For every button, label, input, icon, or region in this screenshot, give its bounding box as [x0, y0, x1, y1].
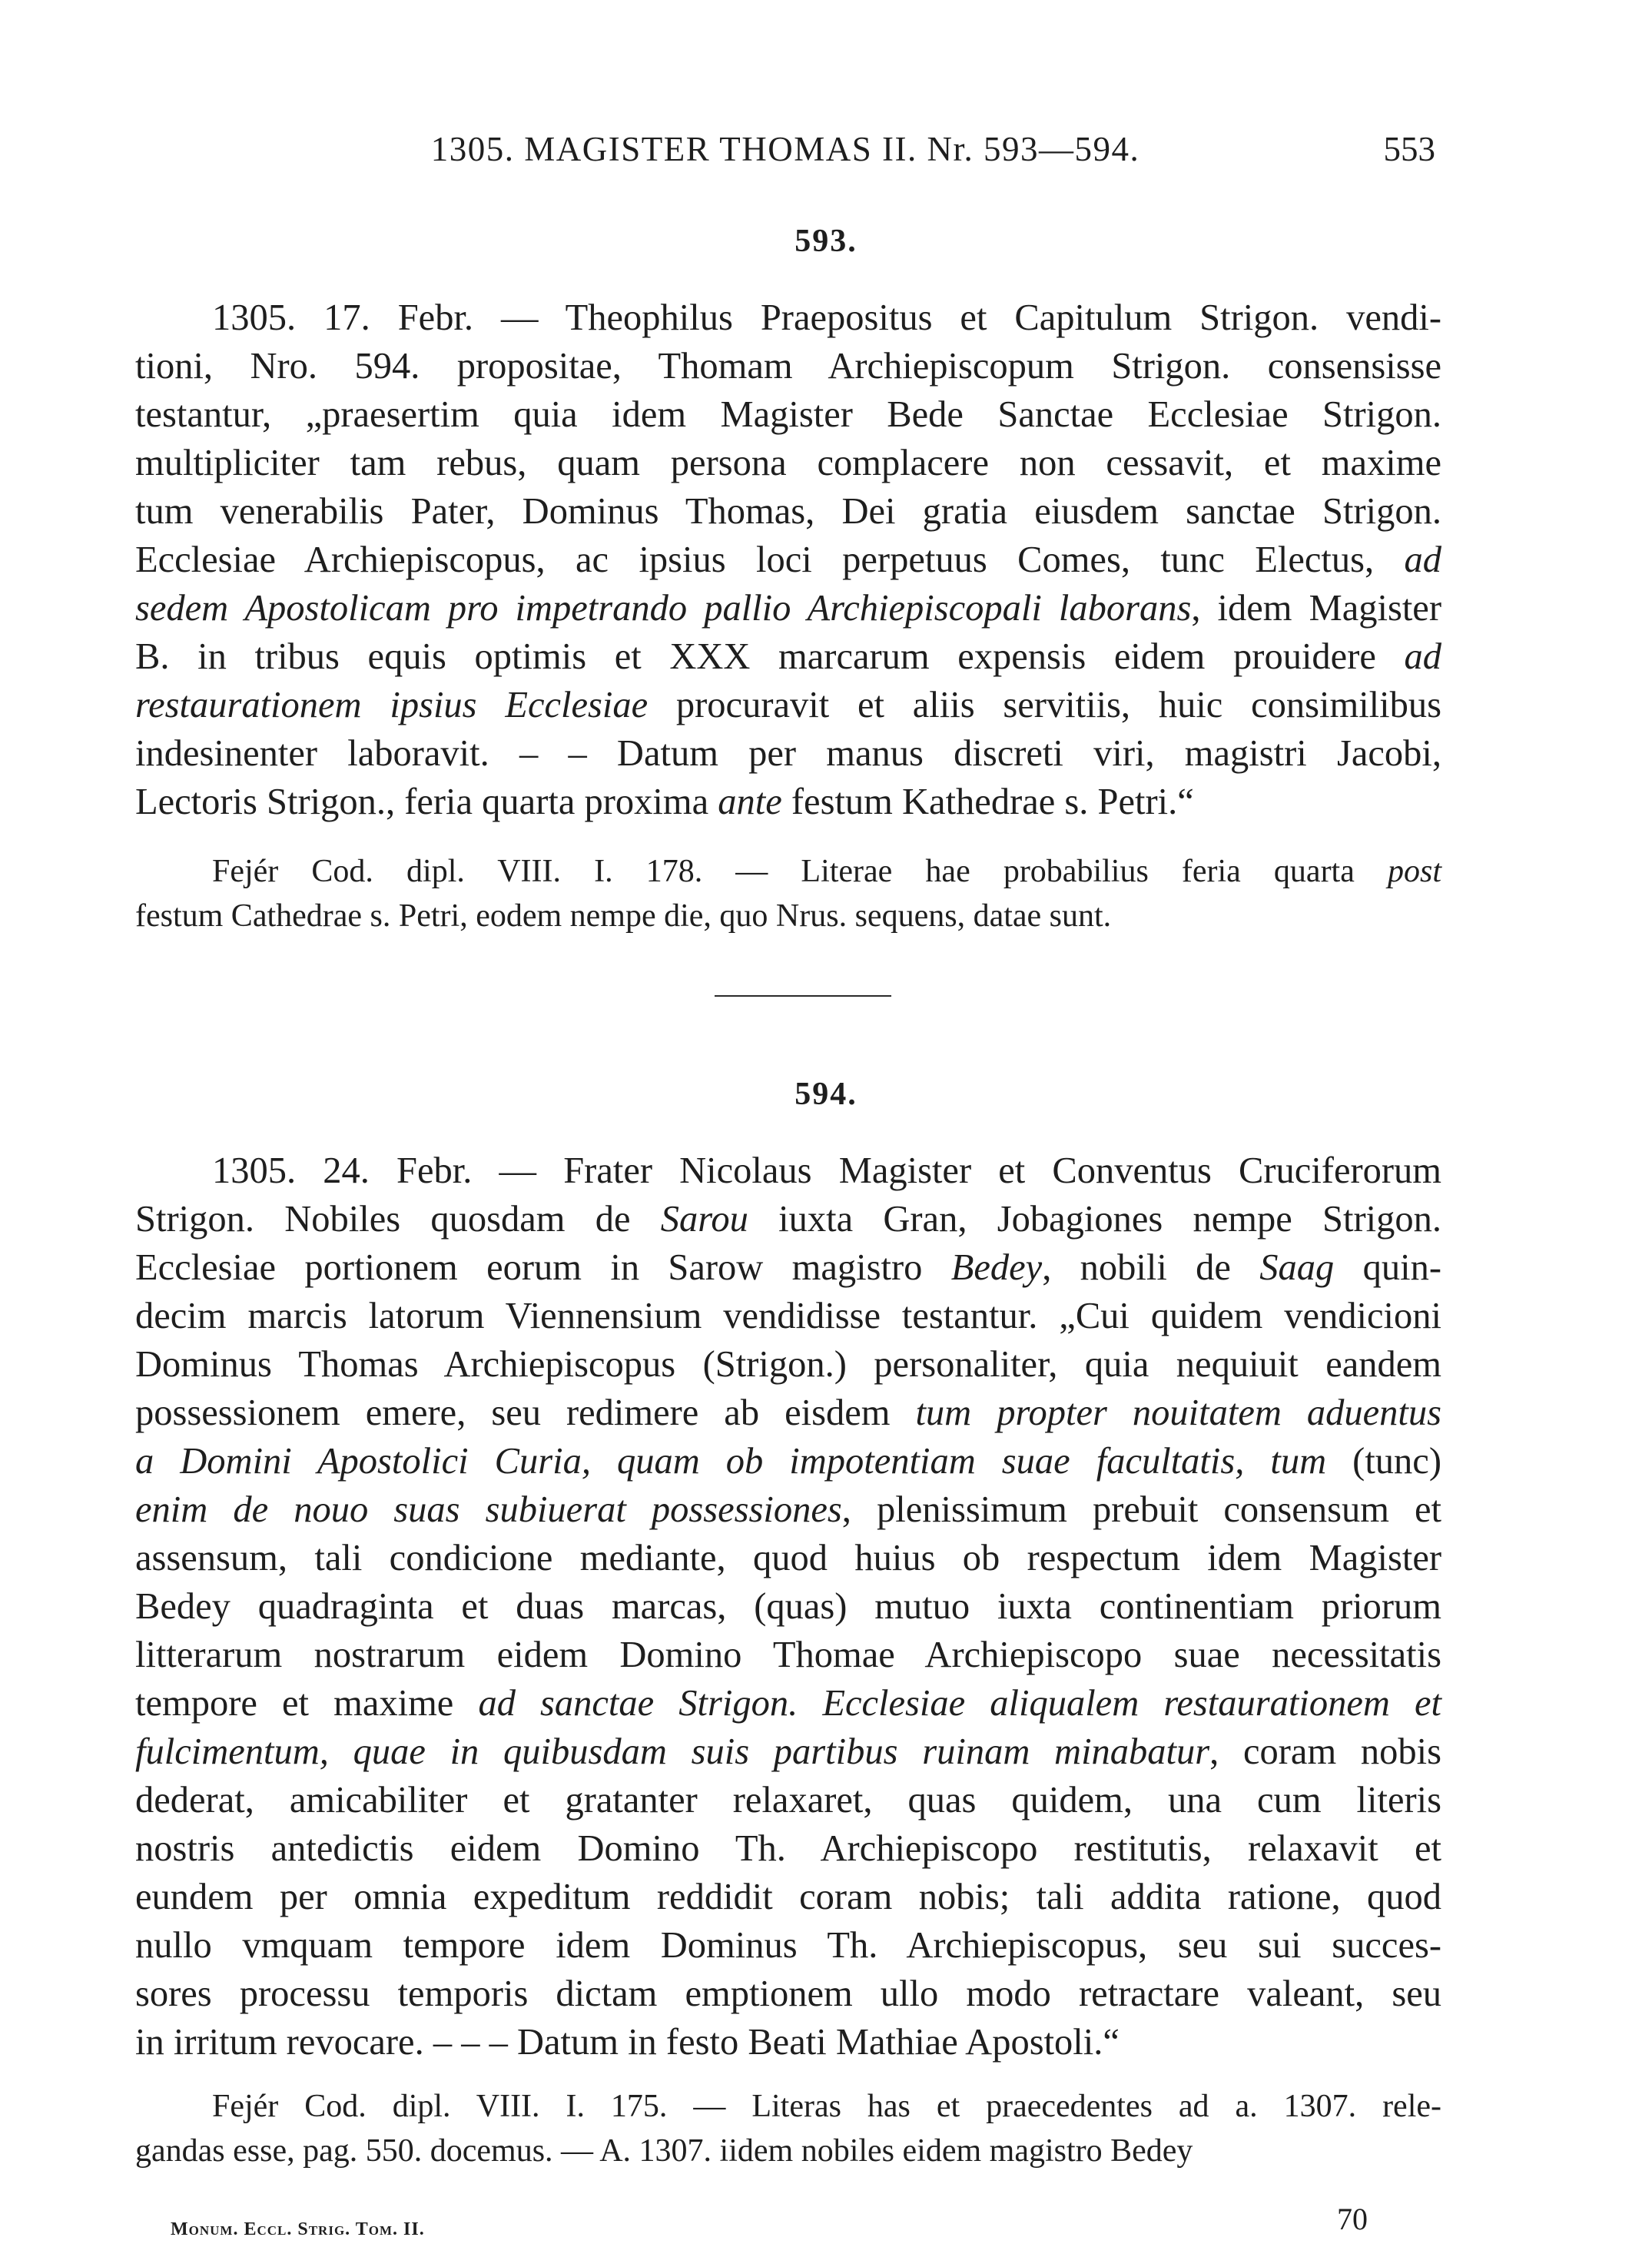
- text-run: 1305. 24. Febr. — Frater Nicolaus Magister et Conventus Cruciferorum: [212, 1150, 1441, 1191]
- entry-594-line: [135, 1631, 1441, 1679]
- section-divider: [715, 995, 891, 997]
- entry-593-line: [135, 390, 1441, 439]
- note-593-line: [135, 849, 1441, 894]
- text-run: , idem Magister: [1191, 588, 1441, 629]
- running-title: 1305. MAGISTER THOMAS II. Nr. 593—594.: [430, 130, 1140, 168]
- text-run: tempore et maxime: [135, 1683, 479, 1724]
- text-run: in irritum revocare. – – – Datum in festo Beati Mathiae Apostoli.“: [135, 2022, 1120, 2063]
- entry-593-line: [135, 729, 1441, 778]
- text-run: tum venerabilis Pater, Dominus Thomas, Dei gratia eiusdem sanctae Strigon.: [135, 491, 1441, 532]
- text-run: Bedey quadraginta et duas marcas, (quas) mutuo iuxta continentiam priorum: [135, 1586, 1441, 1627]
- text-run: litterarum nostrarum eidem Domino Thomae Archiepiscopo suae necessitatis: [135, 1635, 1441, 1675]
- text-run: (tunc): [1326, 1441, 1441, 1482]
- entry-594-line: [135, 1389, 1441, 1437]
- text-run: multipliciter tam rebus, quam persona complacere non cessavit, et maxime: [135, 443, 1441, 483]
- italic-phrase: tum propter nouitatem aduentus: [915, 1392, 1441, 1433]
- entry-594-note: [135, 2084, 1441, 2173]
- footer-signature: Monum. Eccl. Strig. Tom. II.: [171, 2219, 425, 2239]
- sheet-number: 70: [1337, 2202, 1368, 2236]
- italic-phrase: ad: [1404, 636, 1441, 677]
- text-run: B. in tribus equis optimis et XXX marcarum expensis eidem prouidere: [135, 636, 1405, 677]
- text-run: decim marcis latorum Viennensium vendidisse testantur. „Cui quidem vendicioni: [135, 1296, 1441, 1336]
- text-run: dederat, amicabiliter et gratanter relaxaret, quas quidem, una cum literis: [135, 1780, 1441, 1821]
- entry-594-line: [135, 1776, 1441, 1824]
- entry-593-line: [135, 584, 1441, 632]
- text-run: tioni, Nro. 594. propositae, Thomam Archiepiscopum Strigon. consensisse: [135, 346, 1441, 387]
- entry-594-line: [135, 1679, 1441, 1728]
- entry-594-line: [135, 1147, 1441, 1195]
- entry-594-line: [135, 1437, 1441, 1485]
- entry-593-line: [135, 536, 1441, 584]
- text-run: nullo vmquam tempore idem Dominus Th. Archiepiscopus, seu sui succes-: [135, 1925, 1441, 1966]
- entry-594-line: [135, 1873, 1441, 1921]
- text-run: procuravit et aliis servitiis, huic consimilibus: [648, 685, 1441, 725]
- text-run: eundem per omnia expeditum reddidit coram nobis; tali addita ratione, quod: [135, 1877, 1441, 1917]
- italic-phrase: fulcimentum, quae in quibusdam suis partibus ruinam minabatur: [135, 1731, 1210, 1772]
- entry-593-text: [135, 294, 1441, 826]
- entry-593-note: [135, 849, 1441, 938]
- text-run: festum Cathedrae s. Petri, eodem nempe die, quo Nrus. sequens, datae sunt.: [135, 898, 1112, 934]
- entry-594-line: [135, 1292, 1441, 1340]
- italic-phrase: a Domini Apostolici Curia, quam ob impotentiam suae facultatis, tum: [135, 1441, 1327, 1482]
- entry-594-line: [135, 1485, 1441, 1534]
- entry-594-line: [135, 1824, 1441, 1873]
- entry-594-line: [135, 1970, 1441, 2018]
- entry-594-line: [135, 1243, 1441, 1292]
- text-run: Lectoris Strigon., feria quarta proxima: [135, 782, 718, 822]
- entry-594-line: [135, 1195, 1441, 1243]
- note-593-line: [135, 894, 1441, 938]
- text-run: testantur, „praesertim quia idem Magister Bede Sanctae Ecclesiae Strigon.: [135, 394, 1441, 435]
- text-run: Ecclesiae Archiepiscopus, ac ipsius loci perpetuus Comes, tunc Electus,: [135, 539, 1405, 580]
- running-head: [135, 129, 1435, 175]
- text-run: sores processu temporis dictam emptionem ullo modo retractare valeant, seu: [135, 1973, 1441, 2014]
- entry-593-line: [135, 439, 1441, 487]
- entry-593-line: [135, 681, 1441, 729]
- entry-594-line: [135, 1728, 1441, 1776]
- note-594-line: [135, 2084, 1441, 2129]
- text-run: , coram nobis: [1209, 1731, 1441, 1772]
- text-run: quin-: [1334, 1247, 1442, 1288]
- italic-phrase: ad: [1404, 539, 1441, 580]
- italic-phrase: ad sanctae Strigon. Ecclesiae aliqualem restaurationem et: [478, 1683, 1441, 1724]
- page-number: 553: [1383, 130, 1435, 168]
- italic-phrase: restaurationem ipsius Ecclesiae: [135, 685, 649, 725]
- text-run: 1305. 17. Febr. — Theophilus Praepositus et Capitulum Strigon. vendi-: [212, 297, 1441, 338]
- text-run: Ecclesiae portionem eorum in Sarow magistro: [135, 1247, 951, 1288]
- italic-phrase: enim de nouo suas subiuerat possessiones: [135, 1489, 842, 1530]
- italic-phrase: Bedey: [950, 1247, 1043, 1288]
- entry-594-text: [135, 1147, 1441, 2066]
- text-run: Fejér Cod. dipl. VIII. I. 175. — Literas has et praecedentes ad a. 1307. rele-: [212, 2089, 1441, 2124]
- entry-593-number: 593.: [794, 224, 858, 259]
- italic-phrase: post: [1387, 854, 1441, 889]
- entry-594-number: 594.: [794, 1077, 858, 1112]
- italic-phrase: sedem Apostolicam pro impetrando pallio Archiepiscopali laborans: [135, 588, 1192, 629]
- entry-594-line: [135, 1340, 1441, 1389]
- text-run: nostris antedictis eidem Domino Th. Archiepiscopo restitutis, relaxavit et: [135, 1828, 1441, 1869]
- text-run: Dominus Thomas Archiepiscopus (Strigon.) personaliter, quia nequiuit eandem: [135, 1344, 1441, 1385]
- text-run: Strigon. Nobiles quosdam de: [135, 1199, 661, 1240]
- entry-594-line: [135, 1534, 1441, 1582]
- entry-593-line: [135, 294, 1441, 342]
- italic-phrase: Sarou: [660, 1199, 748, 1240]
- entry-594-line: [135, 1921, 1441, 1970]
- entry-594-line: [135, 2018, 1441, 2066]
- entry-593-line: [135, 342, 1441, 390]
- note-594-line: [135, 2129, 1441, 2173]
- text-run: Fejér Cod. dipl. VIII. I. 178. — Literae hae probabilius feria quarta: [212, 854, 1388, 889]
- entry-593-line: [135, 487, 1441, 536]
- text-run: , plenissimum prebuit consensum et: [841, 1489, 1441, 1530]
- text-run: festum Kathedrae s. Petri.“: [781, 782, 1194, 822]
- text-run: assensum, tali condicione mediante, quod huius ob respectum idem Magister: [135, 1538, 1441, 1578]
- entry-593-line: [135, 778, 1441, 826]
- italic-phrase: ante: [718, 782, 782, 822]
- text-run: gandas esse, pag. 550. docemus. — A. 1307. iidem nobiles eidem magistro Bedey: [135, 2133, 1193, 2169]
- text-run: indesinenter laboravit. – – Datum per manus discreti viri, magistri Jacobi,: [135, 733, 1441, 774]
- text-run: , nobili de: [1042, 1247, 1260, 1288]
- italic-phrase: Saag: [1259, 1247, 1335, 1288]
- entry-594-line: [135, 1582, 1441, 1631]
- entry-593-line: [135, 632, 1441, 681]
- text-run: possessionem emere, seu redimere ab eisdem: [135, 1392, 916, 1433]
- text-run: iuxta Gran, Jobagiones nempe Strigon.: [748, 1199, 1442, 1240]
